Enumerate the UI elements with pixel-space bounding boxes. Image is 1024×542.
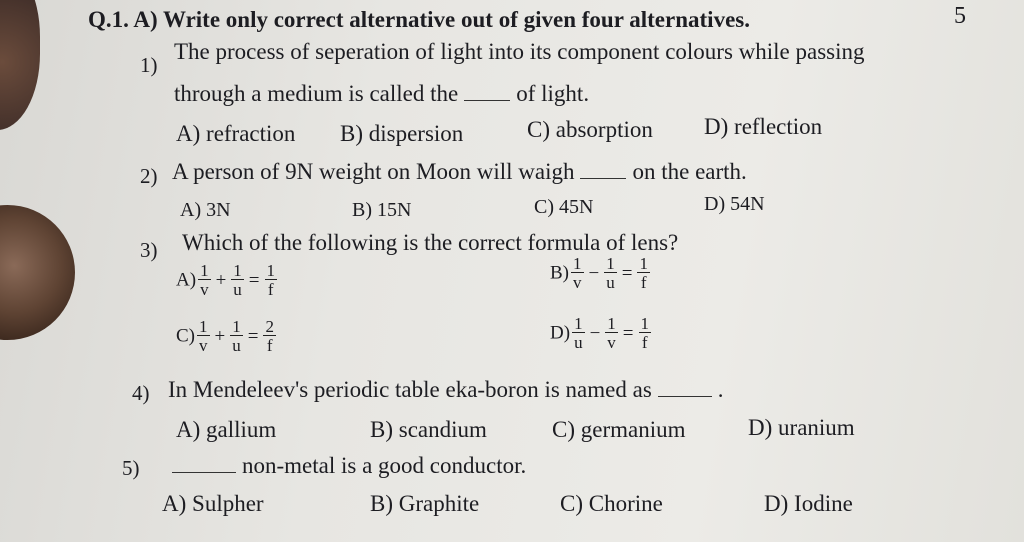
q3-option-b: B) $\frac{1}{v}$ − $\frac{1}{u}$ = $\frac{1}{f}$ — [550, 254, 648, 292]
header-label: Q.1. A) — [88, 7, 158, 32]
q1-text-post: of light. — [516, 81, 590, 106]
q1-blank — [464, 82, 510, 101]
q5-option-b: B) Graphite — [370, 491, 480, 516]
q1-number: 1) — [140, 53, 158, 77]
q3-text: Which of the following is the correct formula of lens? — [182, 230, 679, 255]
q4-option-d: D) uranium — [748, 415, 855, 440]
q2-option-d: D) 54N — [704, 193, 765, 215]
q2-option-c: C) 45N — [534, 196, 594, 218]
q2-option-a: A) 3N — [180, 199, 231, 221]
finger-top — [0, 0, 40, 130]
q4-number: 4) — [132, 381, 150, 405]
q5-text-post: non-metal is a good conductor. — [242, 453, 527, 478]
q2-blank — [580, 160, 626, 179]
q1-text-pre: through a medium is called the — [174, 81, 459, 106]
q1-option-a: A) refraction — [176, 121, 296, 146]
q2-number: 2) — [140, 164, 158, 188]
q4-option-a: A) gallium — [176, 417, 277, 442]
q3-option-d: D) $\frac{1}{u}$ − $\frac{1}{v}$ = $\frac{1}{f}$ — [550, 314, 649, 352]
q5-option-d: D) Iodine — [764, 491, 853, 516]
q4-text-post: . — [717, 377, 724, 402]
q5-text — [172, 454, 526, 477]
q4-text — [168, 378, 724, 401]
header-instruction: Write only correct alternative out of given four alternatives. — [162, 7, 750, 32]
q4-option-b: B) scandium — [370, 417, 487, 442]
q2-text — [172, 160, 747, 183]
q5-number: 5) — [122, 456, 140, 480]
finger-thumb — [0, 205, 75, 340]
q3-number: 3) — [140, 238, 158, 262]
q1-text-line2 — [174, 82, 589, 105]
q3-option-c: C) $\frac{1}{v}$ + $\frac{1}{u}$ = $\frac{2}{f}$ — [176, 317, 274, 355]
q1-option-c: C) absorption — [527, 117, 653, 142]
q5-blank — [172, 454, 236, 473]
marks-value: 5 — [954, 3, 966, 29]
q2-text-post: on the earth. — [632, 159, 747, 184]
q4-text-pre: In Mendeleev's periodic table eka-boron is named as — [168, 377, 652, 402]
q1-option-d: D) reflection — [704, 114, 823, 139]
q2-text-pre: A person of 9N weight on Moon will waigh — [172, 159, 575, 184]
q1-text-line1: The process of seperation of light into its component colours while passing — [174, 39, 865, 64]
q3-option-a: A) $\frac{1}{v}$ + $\frac{1}{u}$ = $\frac{1}{f}$ — [176, 261, 275, 299]
q4-blank — [658, 378, 712, 397]
q4-option-c: C) germanium — [552, 417, 686, 442]
q5-option-a: A) Sulpher — [162, 491, 264, 516]
question-header — [88, 8, 750, 31]
q1-option-b: B) dispersion — [340, 121, 464, 146]
q5-option-c: C) Chorine — [560, 491, 663, 516]
q2-option-b: B) 15N — [352, 199, 412, 221]
